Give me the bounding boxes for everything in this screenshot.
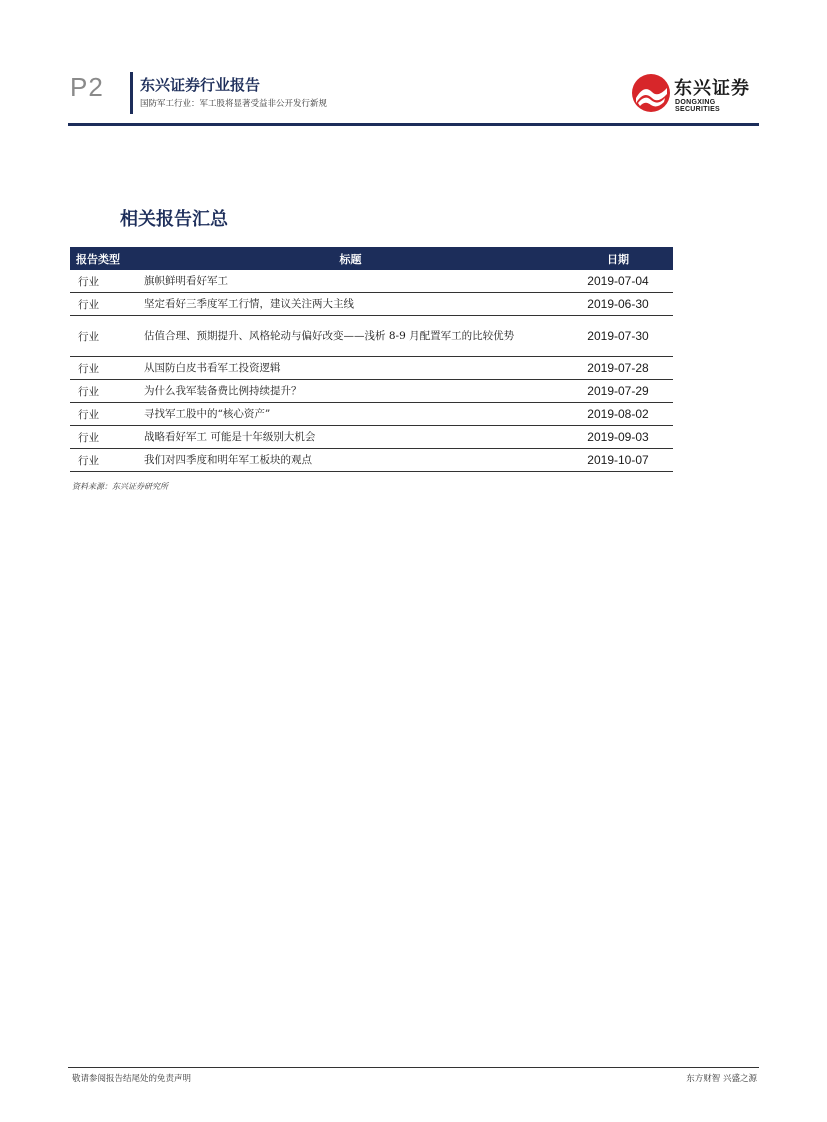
footer-rule bbox=[68, 1067, 759, 1068]
table-row bbox=[70, 380, 673, 403]
header-rule bbox=[68, 123, 759, 126]
report-title-cell: 寻找军工股中的“核心资产” bbox=[138, 403, 563, 426]
logo-text-cn: 东兴证券 bbox=[674, 78, 750, 99]
report-title-cell: 坚定看好三季度军工行情，建议关注两大主线 bbox=[138, 293, 563, 316]
report-date-cell: 2019-07-29 bbox=[563, 380, 673, 403]
report-date-cell: 2019-07-28 bbox=[563, 357, 673, 380]
section-title: 相关报告汇总 bbox=[120, 209, 228, 230]
report-series-title: 东兴证券行业报告 bbox=[140, 76, 261, 94]
table-row bbox=[70, 293, 673, 316]
report-type-cell: 行业 bbox=[70, 380, 138, 403]
report-date-cell: 2019-07-30 bbox=[563, 316, 673, 357]
table-row bbox=[70, 316, 673, 357]
report-type-cell: 行业 bbox=[70, 357, 138, 380]
column-header-date: 日期 bbox=[563, 247, 673, 270]
table-row bbox=[70, 426, 673, 449]
column-header-type: 报告类型 bbox=[70, 247, 138, 270]
report-subtitle: 国防军工行业：军工股将显著受益非公开发行新规 bbox=[140, 99, 328, 109]
footer-slogan: 东方财智 兴盛之源 bbox=[686, 1074, 757, 1084]
report-date-cell: 2019-09-03 bbox=[563, 426, 673, 449]
report-title-cell: 从国防白皮书看军工投资逻辑 bbox=[138, 357, 563, 380]
report-type-cell: 行业 bbox=[70, 293, 138, 316]
table-row bbox=[70, 270, 673, 293]
report-type-cell: 行业 bbox=[70, 270, 138, 293]
page-number: P2 bbox=[70, 72, 104, 102]
table-source-note: 资料来源：东兴证券研究所 bbox=[72, 482, 168, 491]
report-date-cell: 2019-08-02 bbox=[563, 403, 673, 426]
report-title-cell: 估值合理、预期提升、风格轮动与偏好改变——浅析 8-9 月配置军工的比较优势 bbox=[138, 316, 563, 357]
report-type-cell: 行业 bbox=[70, 403, 138, 426]
table-row bbox=[70, 403, 673, 426]
report-type-cell: 行业 bbox=[70, 426, 138, 449]
column-header-title: 标题 bbox=[138, 247, 563, 270]
header-divider bbox=[130, 72, 133, 114]
report-type-cell: 行业 bbox=[70, 316, 138, 357]
logo-text-en: DONGXING SECURITIES bbox=[675, 99, 721, 113]
logo-mark-icon bbox=[630, 72, 672, 114]
table-row bbox=[70, 357, 673, 380]
report-date-cell: 2019-07-04 bbox=[563, 270, 673, 293]
report-title-cell: 我们对四季度和明年军工板块的观点 bbox=[138, 449, 563, 472]
table-row bbox=[70, 449, 673, 472]
report-type-cell: 行业 bbox=[70, 449, 138, 472]
footer-disclaimer: 敬请参阅报告结尾处的免责声明 bbox=[72, 1074, 192, 1084]
company-logo bbox=[630, 72, 760, 116]
report-date-cell: 2019-06-30 bbox=[563, 293, 673, 316]
report-title-cell: 战略看好军工 可能是十年级别大机会 bbox=[138, 426, 563, 449]
table-header-row bbox=[70, 247, 673, 270]
report-title-cell: 旗帜鲜明看好军工 bbox=[138, 270, 563, 293]
report-title-cell: 为什么我军装备费比例持续提升？ bbox=[138, 380, 563, 403]
related-reports-table bbox=[70, 247, 673, 472]
report-date-cell: 2019-10-07 bbox=[563, 449, 673, 472]
